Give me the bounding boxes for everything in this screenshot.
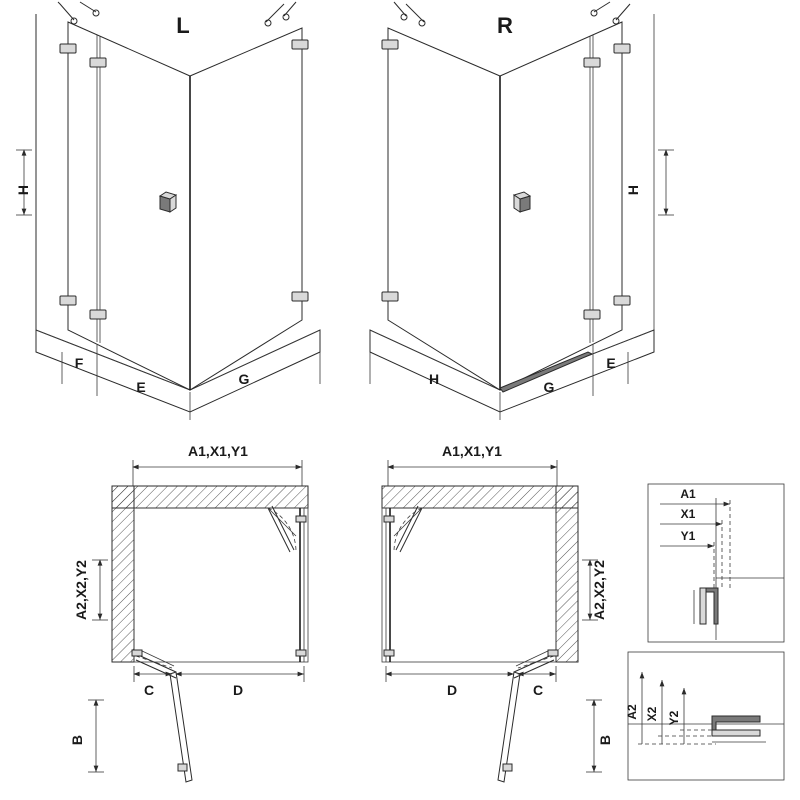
dim-label-F-right: E <box>606 355 616 371</box>
plan-left-side-dim-label: A2,X2,Y2 <box>73 560 89 620</box>
detail-bottom-label-A2: A2 <box>625 704 639 720</box>
detail-bottom-label-Y2: Y2 <box>667 710 681 726</box>
plan-right-dim-B: B <box>597 734 613 746</box>
dim-label-H: H <box>15 184 31 196</box>
detail-view-bottom <box>625 652 784 780</box>
iso-view-right <box>370 2 674 420</box>
plan-view-left <box>69 443 308 782</box>
detail-top-label-X1: X1 <box>680 507 696 521</box>
dim-H-left <box>15 150 32 215</box>
plan-left-dim-B: B <box>69 734 85 746</box>
iso-view-left <box>15 2 320 420</box>
detail-top-label-A1: A1 <box>680 487 696 501</box>
plan-left-dim-D: D <box>232 682 244 698</box>
dim-label-G: G <box>238 371 250 387</box>
plan-right-top-dim-label: A1,X1,Y1 <box>442 443 502 459</box>
plan-left-dim-C: C <box>143 682 155 698</box>
dim-label-F: F <box>74 355 84 371</box>
detail-bottom-label-X2: X2 <box>645 706 659 722</box>
plan-right-dim-D: D <box>446 682 458 698</box>
plan-right-side-dim-label: A2,X2,Y2 <box>591 560 607 620</box>
iso-left-label: L <box>176 13 190 38</box>
dim-label-G-right: H <box>428 371 440 387</box>
detail-top-label-Y1: Y1 <box>680 529 696 543</box>
dim-label-E: E <box>136 379 146 395</box>
plan-left-side-dim <box>73 560 108 620</box>
detail-view-top <box>648 484 784 642</box>
dim-label-E-right: G <box>543 379 555 395</box>
dim-label-H-right: H <box>625 184 641 196</box>
plan-right-side-dim <box>582 560 607 620</box>
dim-H-right <box>625 150 674 215</box>
plan-left-top-dim <box>133 443 302 486</box>
plan-right-top-dim <box>388 443 557 486</box>
plan-right-door-dim <box>586 700 613 772</box>
iso-right-label: R <box>497 13 513 38</box>
plan-left-door-dim <box>69 700 104 772</box>
plan-left-top-dim-label: A1,X1,Y1 <box>188 443 248 459</box>
plan-right-dim-C: C <box>532 682 544 698</box>
plan-view-right <box>382 443 613 782</box>
